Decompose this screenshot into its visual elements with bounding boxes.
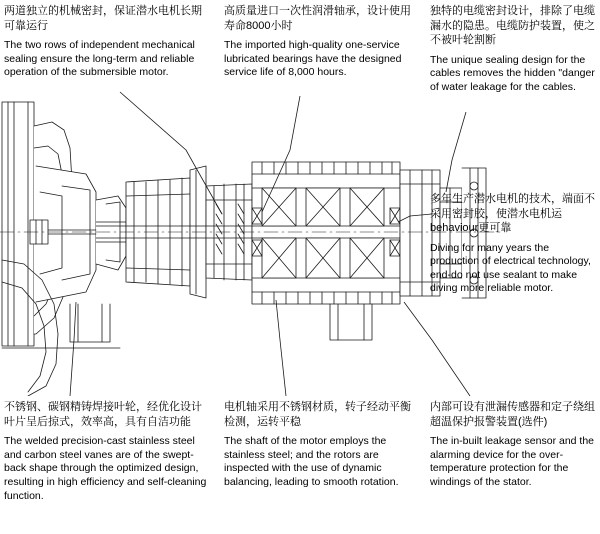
callout-bottom-right-cn: 内部可设有泄漏传感器和定子绕组超温保护报警装置(选件) <box>430 401 595 428</box>
motor-housing <box>252 162 400 304</box>
callout-top-left-en: The two rows of independent mechanical sealing ensure the long-term and reliable operation of the submersible motor. <box>4 39 195 79</box>
callout-bottom-left-en: The welded precision-cast stainless steel and carbon steel vanes are of the swept-back shape through the optimized design, resulting in high efficiency and self-cleaning function. <box>4 435 207 502</box>
callout-top-right-en: The unique sealing design for the cables removes the hidden "danger of water leakage for the cables. <box>430 53 595 93</box>
callout-top-right-cn: 独特的电缆密封设计，排除了电缆漏水的隐患。电缆防护装置，使之不被叶轮割断 <box>430 5 595 47</box>
callout-bottom-right-en: The in-built leakage sensor and the alarming device for the over-temperature protection for the windings of the stator. <box>430 435 595 488</box>
callout-top-left <box>4 4 212 80</box>
callout-bottom-left <box>4 400 212 503</box>
callout-top-middle-en: The imported high-quality one-service lubricated bearings have the designed service life of 8,000 hours. <box>224 39 402 79</box>
callout-middle-right <box>430 192 596 296</box>
callout-bottom-middle-en: The shaft of the motor employs the stainless steel; and the rotors are inspected with the use of dynamic balancing, leading to smooth rotation. <box>224 435 399 488</box>
callout-bottom-right <box>430 400 596 490</box>
callout-bottom-left-cn: 不锈钢、碳钢精铸焊接叶轮，经优化设计叶片呈后掠式，效率高，具有自洁功能 <box>4 401 202 428</box>
callout-top-middle-cn: 高质量进口一次性润滑轴承，设计使用寿命8000小时 <box>224 5 411 32</box>
callout-top-middle <box>224 4 420 80</box>
callout-bottom-middle-cn: 电机轴采用不锈钢材质，转子经动平衡检测，运转平稳 <box>224 401 411 428</box>
callout-top-left-cn: 两道独立的机械密封，保证潜水电机长期可靠运行 <box>4 5 202 32</box>
callout-bottom-middle <box>224 400 420 490</box>
callout-middle-right-cn: 多年生产潜水电机的技术，端面不采用密封胶，使潜水电机运behaviour更可靠 <box>430 193 595 235</box>
callout-top-right <box>430 4 596 94</box>
callout-middle-right-en: Diving for many years the production of electrical technology, end-do not use sealant to make diving more reliable motor. <box>430 241 591 295</box>
